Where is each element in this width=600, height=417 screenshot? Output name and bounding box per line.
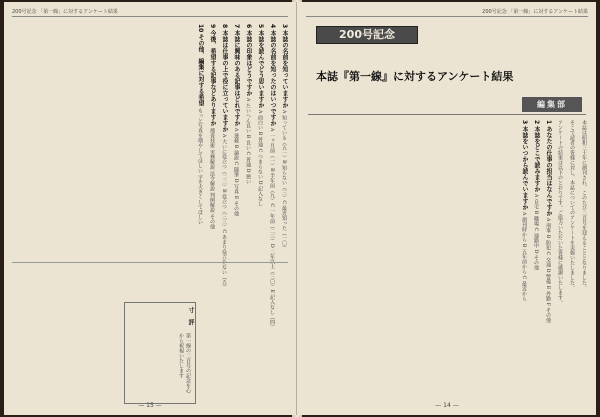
title-rule: [308, 114, 586, 115]
question-label: 1 あなたの仕事の担当はなんですか: [545, 120, 552, 217]
right-column: [568, 120, 576, 390]
right-page-number: — 14 —: [435, 402, 459, 409]
question-label: 7 本誌に興味のある記事はどれですか: [233, 24, 240, 127]
question-label: 8 本誌は仕事の上で役に立っていますか: [221, 24, 228, 133]
left-column: [220, 24, 228, 386]
left-column: [196, 24, 204, 386]
left-column: [244, 24, 252, 386]
answer-text: そこで読者の皆様に対し、本誌についてのアンケートを実施いたしました。: [569, 120, 575, 290]
question-label: 2 本誌をどこで読みますか: [533, 120, 540, 193]
left-header-rule: [12, 16, 288, 17]
left-column: [268, 24, 276, 386]
left-page-number: — 15 —: [138, 402, 162, 409]
left-divider: [12, 262, 288, 263]
answer-text: A 知っている（五一）B 知らない（三）C 最近知った（一〇）: [281, 109, 287, 251]
question-label: 6 本誌の印象はどうですか: [245, 24, 252, 97]
answer-text: A 創刊時から B 五年前から C 最近から: [521, 211, 527, 301]
question-label: 10 その他、編集に対する希望: [197, 24, 204, 107]
answer-text: 本誌は昭和三十年に創刊され、このたび二百号を迎えることとなりました。: [581, 120, 587, 290]
inset-body: 第一線の二百号の記念を心から祝福いたします: [178, 333, 191, 393]
answer-text: A 刑事 B 防犯 C 交通 D 警備 E 外勤 F その他: [545, 217, 551, 323]
left-column: [256, 24, 264, 386]
question-label: 3 本誌の名前を知っていますか: [281, 24, 288, 109]
answer-text: A 連載 B 論説 C 随筆 D 写真 E その他: [233, 127, 239, 216]
question-label: 3 本誌をいつから読んでいますか: [521, 120, 528, 211]
answer-text: アンケートの結果は以下のとおりです。ご協力いただいた皆様に感謝いたします。: [557, 120, 563, 305]
inset-title: 寸 評: [187, 307, 194, 325]
right-page: [298, 2, 596, 415]
question-label: 5 本誌を読んでどう思いますか: [257, 24, 264, 109]
answer-text: A たいへん良い B 良い C 普通 D 悪い: [245, 97, 251, 185]
right-column: [580, 120, 588, 390]
author-box: 編集部: [522, 97, 582, 112]
answer-text: A 一ヶ月前（一）B 半年前（九）C 一年前（二三）D 二年以上（三〇）E 記入なし（四）: [269, 127, 275, 330]
right-column: [556, 120, 564, 390]
answer-text: もっと写真を増やしてほしい 字を大きくしてほしい: [197, 108, 203, 225]
left-column: [208, 24, 216, 386]
answer-text: A 面白い B 普通 C つまらない D 記入なし: [257, 109, 263, 207]
left-page: [4, 2, 297, 415]
right-header-rule: [306, 16, 588, 17]
anniversary-banner: 200号記念: [316, 26, 418, 44]
answer-text: A 大いに役立つ（二二）B 役立つ（三三）C あまり役立たない（五）: [221, 133, 227, 290]
left-running-header: 200号記念 「第一線」に対するアンケート結果: [12, 9, 118, 15]
answer-text: 捜査技術 実務解説 法令解説 判例解説 その他: [209, 127, 215, 230]
right-column: [520, 120, 528, 390]
answer-text: A 自宅 B 職場 C 通勤中 D その他: [533, 193, 539, 271]
left-column: [280, 24, 288, 386]
right-column: [544, 120, 552, 390]
right-running-header: 200号記念 「第一線」に対するアンケート結果: [482, 9, 588, 15]
question-label: 4 本誌の名前を知ったのはいつですか: [269, 24, 276, 127]
inset-box: [124, 302, 196, 404]
right-columns: [306, 120, 588, 390]
question-label: 9 今後、希望する記事などありますか: [209, 24, 216, 127]
right-column: [532, 120, 540, 390]
left-column: [232, 24, 240, 386]
article-title: 本誌『第一線』に対するアンケート結果: [316, 70, 514, 83]
